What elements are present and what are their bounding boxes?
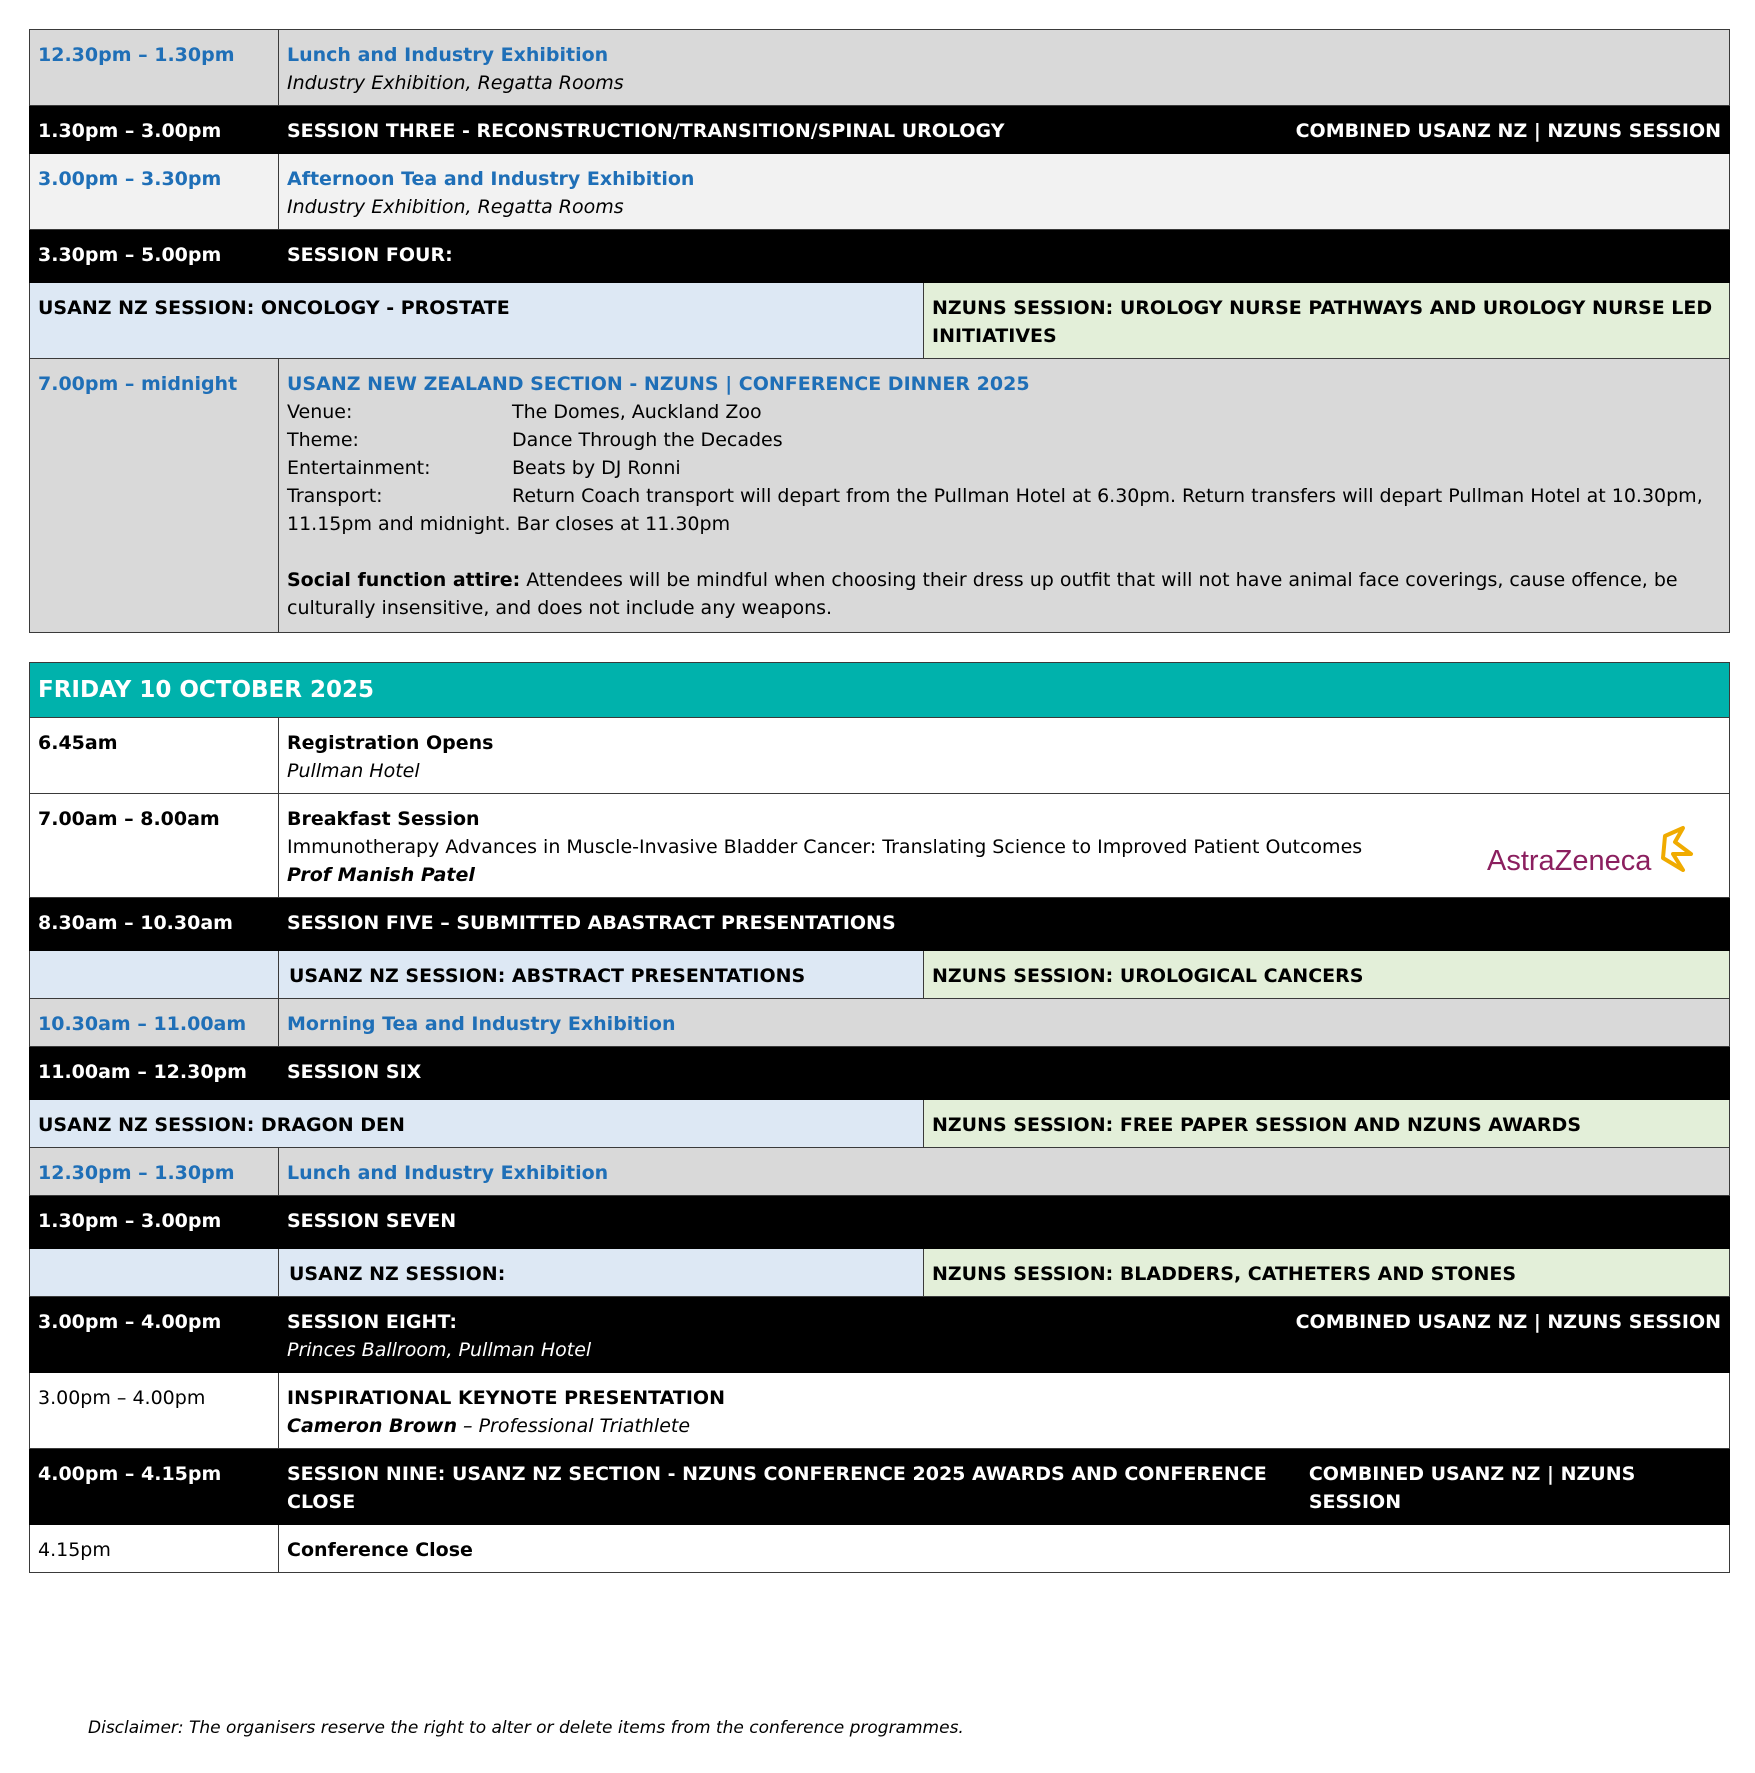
session-row — [30, 1449, 1730, 1525]
session-row — [30, 106, 1730, 154]
time-cell: 12.30pm – 1.30pm — [30, 30, 279, 106]
session-title: SESSION THREE - RECONSTRUCTION/TRANSITION/SPINAL UROLOGY — [287, 120, 1005, 142]
table-row — [30, 999, 1730, 1047]
speaker-name: Prof Manish Patel — [287, 864, 475, 886]
logo-emblem — [1663, 828, 1691, 870]
day-heading: FRIDAY 10 OCTOBER 2025 — [30, 663, 1730, 718]
time-cell: 7.00pm – midnight — [30, 359, 279, 633]
empty-cell — [30, 1249, 279, 1297]
table-row — [30, 359, 1730, 633]
time-cell: 3.00pm – 3.30pm — [30, 154, 279, 230]
theme-value: Dance Through the Decades — [512, 429, 783, 451]
nzuns-session-cell: NZUNS SESSION: FREE PAPER SESSION AND NZUNS AWARDS — [924, 1100, 1730, 1148]
friday-schedule-table — [29, 662, 1730, 1573]
split-session-row — [30, 951, 1730, 999]
session-title: SESSION FIVE – SUBMITTED ABASTRACT PRESENTATIONS — [279, 898, 1730, 951]
event-title: INSPIRATIONAL KEYNOTE PRESENTATION — [287, 1387, 725, 1409]
session-row — [30, 1047, 1730, 1100]
usanz-session-cell: USANZ NZ SESSION: DRAGON DEN — [30, 1100, 924, 1148]
time-cell: 1.30pm – 3.00pm — [30, 106, 279, 154]
session-location: Princes Ballroom, Pullman Hotel — [287, 1339, 592, 1361]
time-cell: 3.00pm – 4.00pm — [30, 1373, 279, 1449]
session-row — [30, 1196, 1730, 1249]
session-title: SESSION SEVEN — [279, 1196, 1730, 1249]
attire-label: Social function attire: — [287, 569, 521, 591]
event-title: Conference Close — [279, 1525, 1730, 1573]
event-title: Registration Opens — [287, 732, 494, 754]
time-cell: 12.30pm – 1.30pm — [30, 1148, 279, 1196]
time-cell: 3.00pm – 4.00pm — [30, 1297, 279, 1373]
table-row — [30, 1373, 1730, 1449]
empty-cell — [30, 951, 279, 999]
session-cell — [279, 106, 1730, 154]
time-cell: 4.15pm — [30, 1525, 279, 1573]
time-cell: 4.00pm – 4.15pm — [30, 1449, 279, 1525]
dinner-details — [287, 398, 1721, 510]
time-cell: 6.45am — [30, 718, 279, 794]
astrazeneca-logo-graphic — [1487, 824, 1701, 884]
entertainment-value: Beats by DJ Ronni — [512, 457, 681, 479]
time-cell: 11.00am – 12.30pm — [30, 1047, 279, 1100]
event-location: Pullman Hotel — [287, 760, 420, 782]
attire-note — [287, 566, 1721, 624]
nzuns-session-cell: NZUNS SESSION: UROLOGICAL CANCERS — [924, 951, 1730, 999]
event-title: Breakfast Session — [287, 808, 480, 830]
session-cell — [279, 1297, 1730, 1373]
time-cell: 3.30pm – 5.00pm — [30, 230, 279, 283]
disclaimer-text: Disclaimer: The organisers reserve the right to alter or delete items from the conference programmes. — [88, 1718, 964, 1738]
speaker-name: Cameron Brown — [287, 1415, 457, 1437]
transport-value: Return Coach transport will depart from the Pullman Hotel at 6.30pm. Return transfers will depart Pullman Hotel at 10.30pm, — [512, 485, 1703, 507]
session-row — [30, 230, 1730, 283]
session-title: SESSION NINE: USANZ NZ SECTION - NZUNS CONFERENCE 2025 AWARDS AND CONFERENCE CLOSE — [287, 1463, 1267, 1513]
programme-page — [29, 29, 1730, 1573]
attire-text: Attendees will be mindful when choosing their dress up outfit that will not have animal face coverings, cause offence, be culturally insensitive, and does not include any weapons. — [287, 569, 1678, 619]
event-cell — [279, 154, 1730, 230]
venue-value: The Domes, Auckland Zoo — [512, 401, 762, 423]
table-row — [30, 154, 1730, 230]
combined-session-tag: COMBINED USANZ NZ | NZUNS SESSION — [1308, 1463, 1636, 1513]
time-cell: 10.30am – 11.00am — [30, 999, 279, 1047]
venue-label: Venue: — [287, 401, 353, 423]
split-session-row — [30, 1249, 1730, 1297]
event-title: Lunch and Industry Exhibition — [287, 44, 609, 66]
logo-wordmark: AstraZeneca — [1487, 845, 1652, 877]
event-cell — [279, 794, 1730, 898]
thursday-schedule-table — [29, 29, 1730, 633]
theme-label: Theme: — [287, 429, 359, 451]
keynote-speaker — [287, 1412, 1721, 1440]
table-row — [30, 1525, 1730, 1573]
event-cell — [279, 718, 1730, 794]
event-description: Immunotherapy Advances in Muscle-Invasive Bladder Cancer: Translating Science to Improved Patient Outcomes — [287, 836, 1363, 858]
session-row — [30, 1297, 1730, 1373]
event-location: Industry Exhibition, Regatta Rooms — [287, 196, 624, 218]
event-cell — [279, 1373, 1730, 1449]
event-title: Afternoon Tea and Industry Exhibition — [287, 168, 695, 190]
event-title: Morning Tea and Industry Exhibition — [279, 999, 1730, 1047]
event-location: Industry Exhibition, Regatta Rooms — [287, 72, 624, 94]
combined-session-tag: COMBINED USANZ NZ | NZUNS SESSION — [1295, 1311, 1721, 1333]
dinner-title: USANZ NEW ZEALAND SECTION - NZUNS | CONFERENCE DINNER 2025 — [287, 373, 1030, 395]
speaker-role: – Professional Triathlete — [457, 1415, 691, 1437]
session-title: SESSION FOUR: — [279, 230, 1730, 283]
usanz-session-cell: USANZ NZ SESSION: — [279, 1249, 924, 1297]
astrazeneca-logo — [1487, 824, 1701, 892]
split-session-row — [30, 1100, 1730, 1148]
split-session-row — [30, 283, 1730, 359]
transport-continued: 11.15pm and midnight. Bar closes at 11.30pm — [287, 513, 731, 535]
transport-label: Transport: — [287, 485, 383, 507]
time-cell: 8.30am – 10.30am — [30, 898, 279, 951]
nzuns-session-cell: NZUNS SESSION: BLADDERS, CATHETERS AND STONES — [924, 1249, 1730, 1297]
session-title: SESSION SIX — [279, 1047, 1730, 1100]
session-title: SESSION EIGHT: — [287, 1311, 457, 1333]
session-cell — [279, 1449, 1730, 1525]
time-cell: 1.30pm – 3.00pm — [30, 1196, 279, 1249]
event-cell — [279, 30, 1730, 106]
usanz-session-cell: USANZ NZ SESSION: ABSTRACT PRESENTATIONS — [279, 951, 924, 999]
table-row — [30, 30, 1730, 106]
entertainment-label: Entertainment: — [287, 457, 431, 479]
time-cell: 7.00am – 8.00am — [30, 794, 279, 898]
dinner-cell — [279, 359, 1730, 633]
day-heading-row — [30, 663, 1730, 718]
event-title: Lunch and Industry Exhibition — [279, 1148, 1730, 1196]
usanz-session-cell: USANZ NZ SESSION: ONCOLOGY - PROSTATE — [30, 283, 924, 359]
table-row — [30, 1148, 1730, 1196]
table-row — [30, 718, 1730, 794]
session-row — [30, 898, 1730, 951]
combined-session-tag: COMBINED USANZ NZ | NZUNS SESSION — [1295, 120, 1721, 142]
table-row — [30, 794, 1730, 898]
nzuns-session-cell: NZUNS SESSION: UROLOGY NURSE PATHWAYS AND UROLOGY NURSE LED INITIATIVES — [924, 283, 1730, 359]
